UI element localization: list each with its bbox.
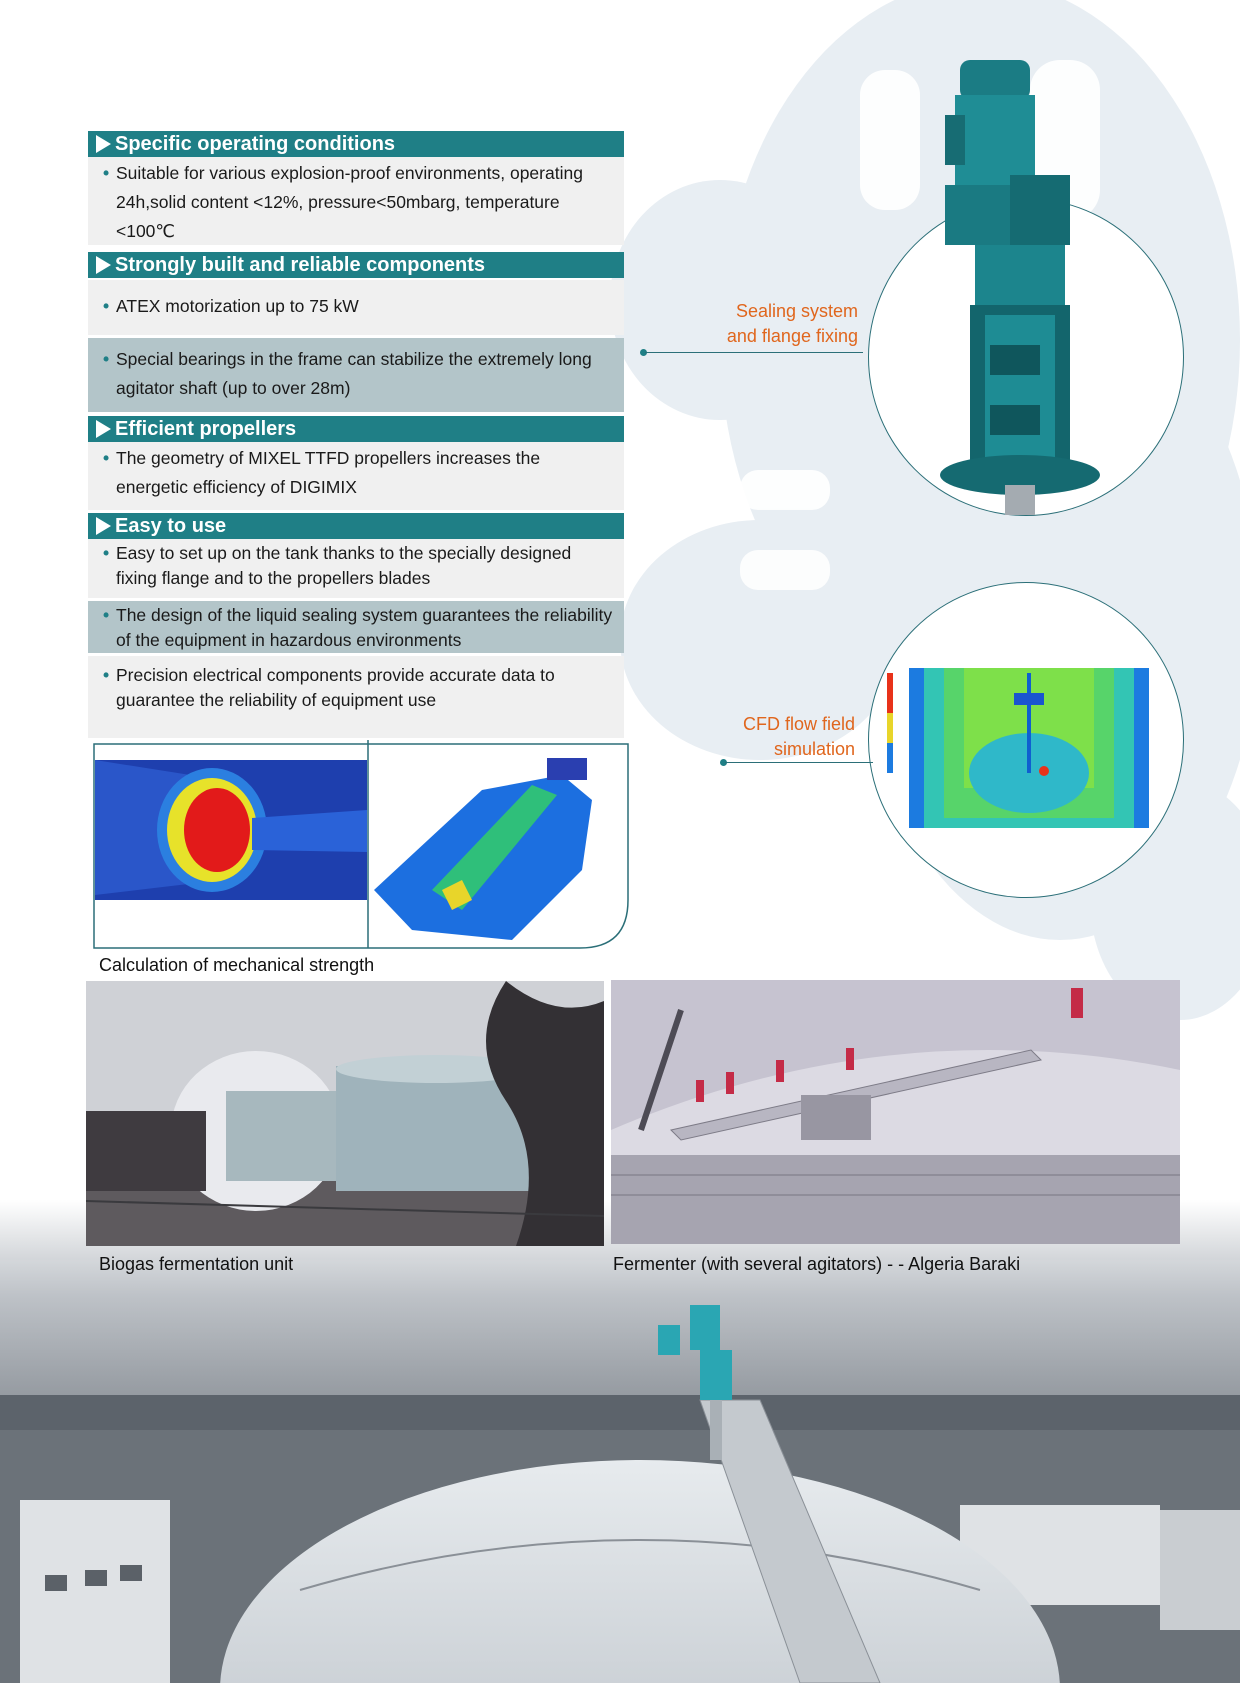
triangle-icon [96,420,111,438]
block-bearings [88,338,624,412]
bullet-icon: • [103,605,110,625]
triangle-icon [96,517,111,535]
block-atex [88,280,624,335]
triangle-icon [96,256,111,274]
caption-biogas: Biogas fermentation unit [99,1254,294,1274]
caption-fermenter: Fermenter (with several agitators) - - Algeria Baraki [613,1254,1021,1274]
fermenter-photo [611,980,1180,1244]
block-setup [88,539,624,598]
section-header-propellers: Efficient propellers [88,416,624,442]
section-header-components: Strongly built and reliable components [88,252,624,278]
callout-cfd-line [725,762,873,763]
section-header-easy-to-use: Easy to use [88,513,624,539]
plant-panorama-photo [0,1260,1240,1683]
bullet-icon: • [103,163,110,183]
bullet-icon: • [103,349,110,369]
agitator-3d-model [930,55,1110,515]
list-item: • ATEX motorization up to 75 kW [116,292,614,321]
list-item: • Precision electrical components provide accurate data to guarantee the reliability of equipment use [103,665,555,710]
bullet-icon: • [103,543,110,563]
bullet-icon: • [103,665,110,685]
bullet-icon: • [103,296,110,316]
list-item: • The design of the liquid sealing system guarantees the reliability of the equipment in hazardous environments [103,605,613,650]
callout-sealing: Sealing system and flange fixing [726,301,858,346]
cfd-circle [868,582,1184,898]
biogas-unit-photo [86,981,604,1246]
list-item: • Suitable for various explosion-proof environments, operating 24h,solid content <12%, pressure<50mbarg, temperature <100℃ [116,159,614,246]
block-sealing [88,601,624,653]
bullet-icon: • [103,448,110,468]
list-item: • Easy to set up on the tank thanks to the specially designed fixing flange and to the propellers blades [103,543,572,588]
list-item: • The geometry of MIXEL TTFD propellers increases the energetic efficiency of DIGIMIX [116,444,614,502]
block-electrical [88,656,624,738]
strength-calculation-figure [92,740,630,950]
caption-strength: Calculation of mechanical strength [99,955,375,975]
list-item: • Special bearings in the frame can stabilize the extremely long agitator shaft (up to over 28m) [116,345,614,403]
block-propellers [88,442,624,510]
callout-sealing-line [645,352,863,353]
callout-cfd: CFD flow field simulation [742,714,855,759]
triangle-icon [96,135,111,153]
block-operating-conditions [88,157,624,245]
section-header-operating-conditions: Specific operating conditions [88,131,624,157]
cfd-simulation-image [869,583,1183,897]
